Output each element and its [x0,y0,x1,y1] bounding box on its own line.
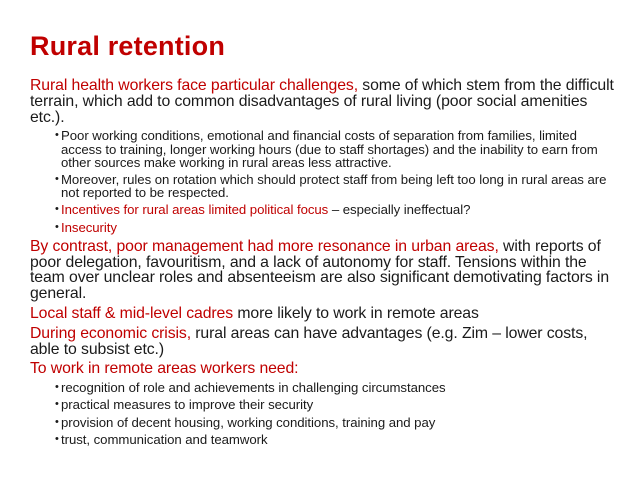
list-item [30,381,620,394]
bullet-icon: • [55,398,59,411]
bullet-icon: • [55,415,59,428]
list-item-text: provision of decent housing, working conditions, training and pay [61,414,436,430]
paragraph-economic-crisis [30,326,620,358]
bullet-icon: • [55,432,59,445]
list-item-text: – especially ineffectual? [328,202,471,218]
highlight-text: Insecurity [61,219,117,235]
bullet-icon: • [55,173,59,185]
highlight-text: During economic crisis, [30,324,191,342]
bullet-icon: • [55,381,59,394]
slide-body [30,78,620,451]
list-item [30,416,620,429]
paragraph-urban-contrast [30,239,620,302]
list-item-text: Moreover, rules on rotation which should protect staff from being left too long in rural areas are not reported to be respected. [61,172,607,201]
list-item [30,433,620,446]
bullet-icon: • [55,220,59,233]
bullet-list-conditions [30,129,620,233]
paragraph-rural-challenges [30,78,620,125]
highlight-text: Rural health workers face particular challenges, [30,77,358,94]
slide-title: Rural retention [30,31,226,61]
list-item-text: trust, communication and teamwork [61,431,268,447]
list-item-text: recognition of role and achievements in challenging circumstances [61,380,446,396]
highlight-text: To work in remote areas workers need: [30,360,299,378]
body-text: with reports of poor delegation, favouritism, and a lack of autonomy for staff. Tensions within the team over unclear roles and absenteeism are also significant demotivating factors in general. [30,237,610,303]
body-text: rural areas can have advantages (e.g. Zim – lower costs, able to subsist etc.) [30,324,588,358]
bullet-list-needs [30,381,620,446]
bullet-icon: • [55,203,59,216]
highlight-text: Local staff & mid-level cadres [30,305,234,322]
list-item [30,221,620,234]
list-item-text: Poor working conditions, emotional and financial costs of separation from families, limited access to training, longer working hours (due to staff shortages) and the inability to earn from other sources make working in rural areas less attractive. [61,128,598,170]
list-item [30,129,620,169]
bullet-icon: • [55,129,59,142]
highlight-text: Incentives for rural areas limited political focus [61,202,329,218]
highlight-text: By contrast, poor management had more resonance in urban areas, [30,237,499,255]
body-text: more likely to work in remote areas [233,305,479,322]
paragraph-remote-needs [30,361,620,377]
list-item-text: practical measures to improve their security [61,397,314,413]
body-text: some of which stem from the difficult terrain, which add to common disadvantages of rural living (poor social amenities etc.). [30,77,614,126]
list-item [30,398,620,411]
list-item [30,173,620,199]
paragraph-local-staff [30,306,620,322]
list-item [30,203,620,216]
